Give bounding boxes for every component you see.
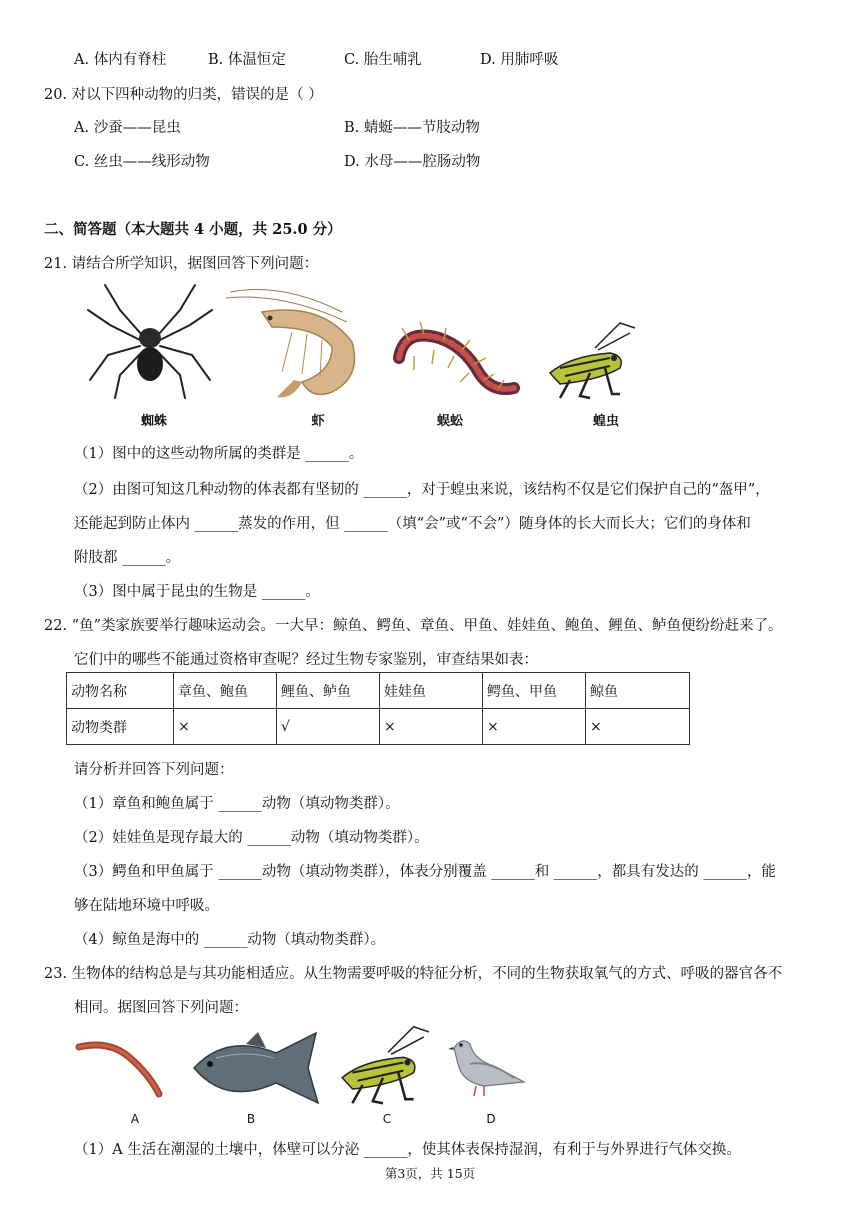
table-cell: × — [380, 709, 483, 745]
q21-sub2: （2）由图可知这几种动物的体表都有坚韧的 ______，对于蝗虫来说，该结构不仅是它们保护自己的“盔甲”， — [74, 482, 770, 498]
q21-sub2-cont: 还能起到防止体内 ______蒸发的作用，但 ______（填“会”或“不会”）随身体的长大而长大；它们的身体和 — [74, 516, 751, 532]
q22-sub3: （3）鳄鱼和甲鱼属于 ______动物（填动物类群），体表分别覆盖 ______和 ______，都具有发达的 ______，能 — [74, 864, 776, 880]
locust-illustration — [540, 318, 640, 403]
table-row — [67, 673, 690, 709]
q19-option-c: C. 胎生哺乳 — [344, 52, 422, 68]
table-cell: 章鱼、鲍鱼 — [174, 673, 277, 709]
spider-illustration — [80, 280, 220, 400]
table-cell: 鳄鱼、甲鱼 — [483, 673, 586, 709]
q22-sub3-cont: 够在陆地环境中呼吸。 — [74, 898, 219, 914]
centipede-illustration — [384, 318, 524, 403]
q23-stem: 23. 生物体的结构总是与其功能相适应。从生物需要呼吸的特征分析，不同的生物获取氧气的方式、呼吸的器官各不 — [44, 966, 783, 982]
caption-b: B — [246, 1112, 256, 1126]
shrimp-illustration — [222, 282, 372, 407]
q20-stem: 20. 对以下四种动物的归类，错误的是（ ） — [44, 87, 323, 103]
q22-stem-cont: 它们中的哪些不能通过资格审查呢？经过生物专家鉴别，审查结果如表： — [74, 652, 538, 668]
section-2-title: 二、简答题（本大题共 4 小题，共 25.0 分） — [44, 221, 342, 238]
q20-option-b: B. 蜻蜓——节肢动物 — [344, 120, 480, 136]
q19-option-d: D. 用肺呼吸 — [480, 52, 559, 68]
q20-option-d: D. 水母——腔肠动物 — [344, 154, 481, 170]
caption-a: A — [130, 1112, 140, 1126]
table-cell: 动物名称 — [67, 673, 174, 709]
caption-locust: 蝗虫 — [592, 414, 619, 429]
q23-sub1: （1）A 生活在潮湿的土壤中，体壁可以分泌 ______，使其体表保持湿润，有利于与外界进行气体交换。 — [74, 1142, 741, 1158]
page-footer: 第3页，共 15页 — [384, 1166, 476, 1181]
q23-stem-cont: 相同。据图回答下列问题： — [74, 1000, 248, 1016]
q21-sub3: （3）图中属于昆虫的生物是 ______。 — [74, 584, 320, 600]
q21-sub2-cont2: 附肢都 ______。 — [74, 550, 181, 566]
table-cell: √ — [277, 709, 380, 745]
fish-illustration — [186, 1028, 322, 1108]
q19-option-b: B. 体温恒定 — [208, 52, 286, 68]
table-cell: 鲸鱼 — [586, 673, 690, 709]
earthworm-illustration — [74, 1032, 166, 1102]
q20-option-c: C. 丝虫——线形动物 — [74, 154, 210, 170]
q20-option-a: A. 沙蚕——昆虫 — [74, 120, 181, 136]
caption-d: D — [486, 1112, 496, 1126]
q22-sub1: （1）章鱼和鲍鱼属于 ______动物（填动物类群）。 — [74, 796, 400, 812]
q22-sub2: （2）娃娃鱼是现存最大的 ______动物（填动物类群）。 — [74, 830, 429, 846]
caption-c: C — [382, 1112, 392, 1126]
pigeon-illustration — [444, 1030, 530, 1100]
table-cell: × — [586, 709, 690, 745]
table-row — [67, 709, 690, 745]
q22-stem: 22. “鱼”类家族要举行趣味运动会。一大早：鲸鱼、鳄鱼、章鱼、甲鱼、娃娃鱼、鲍鱼、鲤鱼、鲈鱼便纷纷赶来了。 — [44, 618, 783, 634]
q22-sub4: （4）鲸鱼是海中的 ______动物（填动物类群）。 — [74, 932, 386, 948]
table-cell: × — [483, 709, 586, 745]
table-cell: 娃娃鱼 — [380, 673, 483, 709]
review-result-table — [66, 672, 690, 745]
q21-stem: 21. 请结合所学知识，据图回答下列问题： — [44, 256, 319, 272]
table-cell: 动物类群 — [67, 709, 174, 745]
caption-spider: 蜘蛛 — [140, 414, 167, 429]
table-cell: 鲤鱼、鲈鱼 — [277, 673, 380, 709]
q22-instruction: 请分析并回答下列问题： — [74, 762, 234, 778]
caption-shrimp: 虾 — [311, 414, 325, 429]
table-cell: × — [174, 709, 277, 745]
q21-sub1: （1）图中的这些动物所属的类群是 ______。 — [74, 446, 364, 462]
locust-illustration-2 — [332, 1020, 434, 1110]
caption-centipede: 蜈蚣 — [436, 414, 463, 429]
q19-option-a: A. 体内有脊柱 — [74, 52, 167, 68]
